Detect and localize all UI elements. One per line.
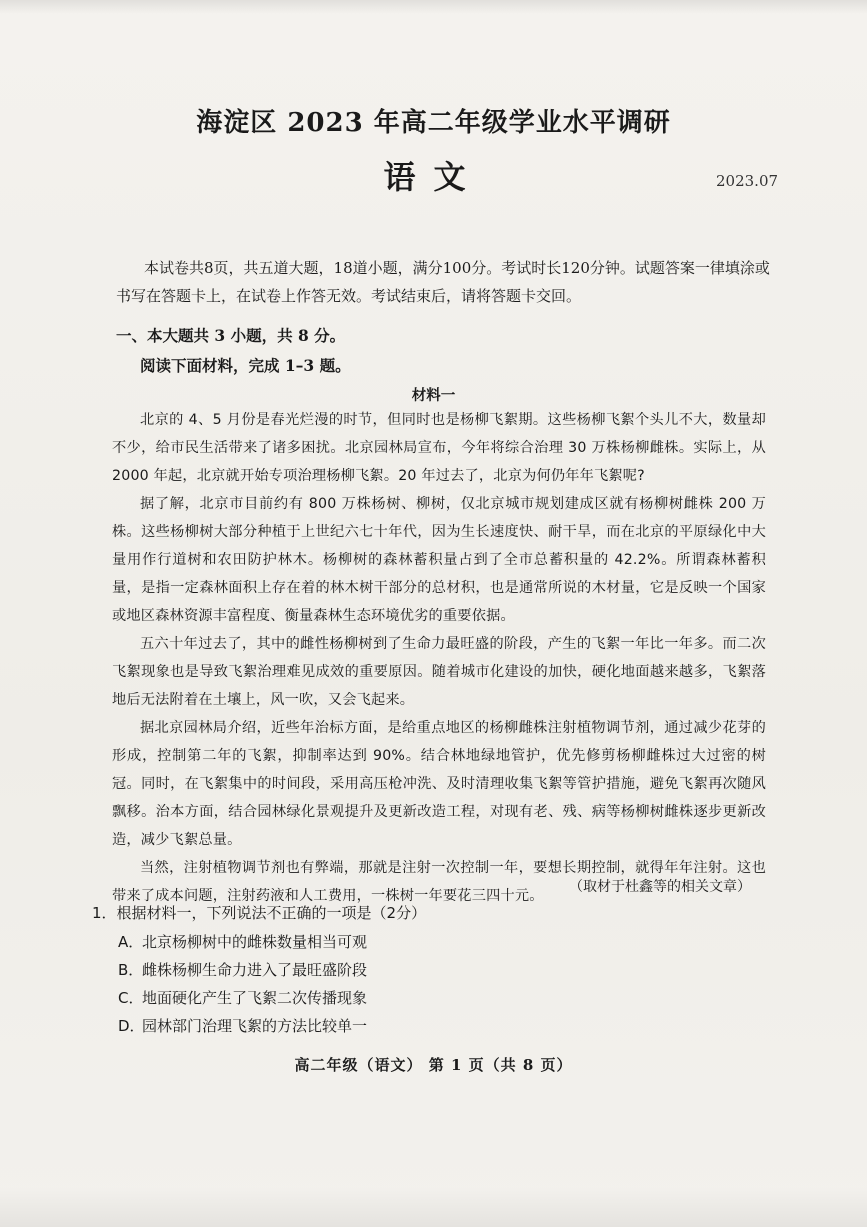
option-letter: A．: [118, 933, 144, 951]
paragraph-5: 当然，注射植物调节剂也有弊端，那就是注射一次控制一年，要想长期控制，就得年年注射。这也带来了成本问题，注射药液和人工费用，一株树一年要花三四十元。: [112, 860, 766, 904]
option-d: [118, 1012, 367, 1040]
exam-instructions: 本试卷共8页，共五道大题，18道小题，满分100分。考试时长120分钟。试题答案一律填涂或书写在答题卡上，在试卷上作答无效。考试结束后，请将答题卡交回。: [116, 259, 770, 305]
scan-bottom-shadow: [0, 1187, 867, 1227]
answer-options: [118, 928, 367, 1040]
option-letter: B．: [118, 961, 144, 979]
option-b: [118, 956, 367, 984]
material-text: [112, 406, 766, 910]
option-letter: D．: [118, 1017, 145, 1035]
paragraph-1: 北京的 4、5 月份是春光烂漫的时节，但同时也是杨柳飞絮期。这些杨柳飞絮个头儿不大，数量却不少，给市民生活带来了诸多困扰。北京园林局宣布，今年将综合治理 30 万株杨柳雌株。实际上，从 2000 年起，北京就开始专项治理杨柳飞絮。20 年过去了，北京为何仍年年飞絮呢?: [112, 412, 766, 484]
exam-title: 海淀区 2023 年高二年级学业水平调研: [196, 108, 671, 138]
material-title: 材料一: [411, 387, 456, 404]
scan-top-shadow: [0, 0, 867, 14]
paragraph-2: 据了解，北京市目前约有 800 万株杨树、柳树，仅北京城市规划建成区就有杨柳树雌株 200 万株。这些杨柳树大部分种植于上世纪六七十年代，因为生长速度快、耐干旱，而在北京的平原绿化中大量用作行道树和农田防护林木。杨柳树的森林蓄积量占到了全市总蓄积量的 42.2%。所谓森林蓄积量，是指一定森林面积上存在着的林木树干部分的总材积，也是通常所说的木材量，它是反映一个国家或地区森林资源丰富程度、衡量森林生态环境优劣的重要依据。: [112, 496, 766, 624]
source-citation: （取材于杜鑫等的相关文章）: [569, 879, 751, 895]
option-text: 地面硬化产生了飞絮二次传播现象: [142, 989, 368, 1007]
reading-prompt: 阅读下面材料，完成 1–3 题。: [140, 356, 351, 375]
option-text: 雌株杨柳生命力进入了最旺盛阶段: [142, 961, 368, 979]
subject-title: 语文: [383, 158, 484, 196]
section-heading: 一、本大题共 3 小题，共 8 分。: [116, 326, 346, 345]
paragraph-3: 五六十年过去了，其中的雌性杨柳树到了生命力最旺盛的阶段，产生的飞絮一年比一年多。而二次飞絮现象也是导致飞絮治理难见成效的重要原因。随着城市化建设的加快，硬化地面越来越多，飞絮落地后无法附着在土壤上，风一吹，又会飞起来。: [112, 636, 766, 708]
option-c: [118, 984, 367, 1012]
exam-date: 2023.07: [716, 172, 779, 190]
option-letter: C．: [118, 989, 144, 1007]
page-footer: 高二年级（语文） 第 1 页（共 8 页）: [294, 1056, 573, 1074]
paragraph-4: 据北京园林局介绍，近些年治标方面，是给重点地区的杨柳雌株注射植物调节剂，通过减少花芽的形成，控制第二年的飞絮，抑制率达到 90%。结合林地绿地管护，优先修剪杨柳雌株过大过密的树冠。同时，在飞絮集中的时间段，采用高压枪冲洗、及时清理收集飞絮等管护措施，避免飞絮再次随风飘移。治本方面，结合园林绿化景观提升及更新改造工程，对现有老、残、病等杨柳树雌株逐步更新改造，减少飞絮总量。: [112, 720, 766, 848]
option-text: 北京杨柳树中的雌株数量相当可观: [142, 933, 368, 951]
option-text: 园林部门治理飞絮的方法比较单一: [142, 1017, 368, 1035]
question-stem: 1．根据材料一，下列说法不正确的一项是（2分）: [92, 904, 427, 922]
option-a: [118, 928, 367, 956]
